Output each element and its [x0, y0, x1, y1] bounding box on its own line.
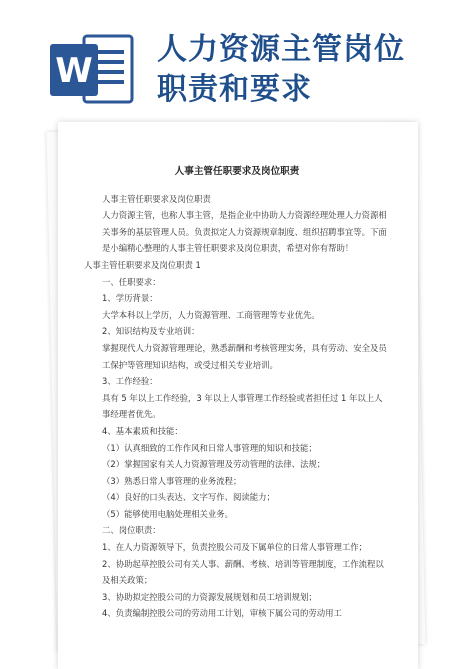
- document-paragraph: （5）能够使用电脑处理相关业务。: [102, 508, 233, 519]
- word-document-icon: [46, 26, 138, 118]
- document-paragraph: 二、岗位职责：: [102, 525, 161, 536]
- document-paragraph: 具有 5 年以上工作经验，3 年以上人事管理工作经验或者担任过 1 年以上人事经理者优先。: [102, 392, 383, 420]
- document-paragraph: 人事主管任职要求及岗位职责: [102, 193, 211, 204]
- document-body: [84, 191, 390, 622]
- document-paragraph: 2、协助起草控股公司有关人事、薪酬、考核、培训等管理制度，工作流程以及相关政策；: [102, 558, 384, 586]
- document-paragraph: 人事主管任职要求及岗位职责 1: [84, 259, 201, 270]
- document-paragraph: （4）良好的口头表达、文字写作、阅读能力；: [102, 492, 275, 503]
- document-paragraph: 4、基本素质和技能：: [102, 425, 183, 436]
- page-title-line-1: 人力资源主管岗位: [157, 32, 405, 67]
- svg-text:W: W: [55, 51, 93, 91]
- document-paragraph: 人力资源主管，也称人事主管，是指企业中协助人力资源经理处理人力资源相关事务的基层管理人员。负责拟定人力资源规章制度、组织招聘事宜等。下面是小编精心整理的人事主管任职要求及岗位职责，希望对你有帮助！: [102, 210, 387, 254]
- page-title-line-2: 职责和要求: [157, 72, 312, 107]
- document-paragraph: 2、知识结构及专业培训：: [102, 326, 200, 337]
- document-paragraph: 一、任职要求：: [102, 276, 161, 287]
- document-paragraph: （3）熟悉日常人事管理的业务流程；: [102, 475, 242, 486]
- document-paragraph: 3、工作经验：: [102, 376, 158, 387]
- document-paragraph: 3、协助拟定控股公司的力资源发展规划和员工培训规划；: [102, 591, 317, 602]
- document-paragraph: 大学本科以上学历，人力资源管理、工商管理等专业优先。: [102, 309, 320, 320]
- document-paragraph: 4、负责编制控股公司的劳动用工计划，审核下属公司的劳动用工: [102, 608, 342, 619]
- document-page: [58, 122, 418, 669]
- document-paragraph: （1）认真细致的工作作风和日常人事管理的知识和技能；: [102, 442, 317, 453]
- document-paragraph: 1、学历背景：: [102, 293, 158, 304]
- document-paragraph: （2）掌握国家有关人力资源管理及劳动管理的法律、法规；: [102, 459, 326, 470]
- page-header: [0, 0, 474, 112]
- document-title: 人事主管任职要求及岗位职责: [174, 166, 300, 177]
- document-paragraph: 掌握现代人力资源管理理论，熟悉薪酬和考核管理实务，具有劳动、安全及员工保护等管理知识结构，或受过相关专业培训。: [102, 342, 387, 370]
- document-paragraph: 1、在人力资源领导下，负责控股公司及下属单位的日常人事管理工作；: [102, 542, 367, 553]
